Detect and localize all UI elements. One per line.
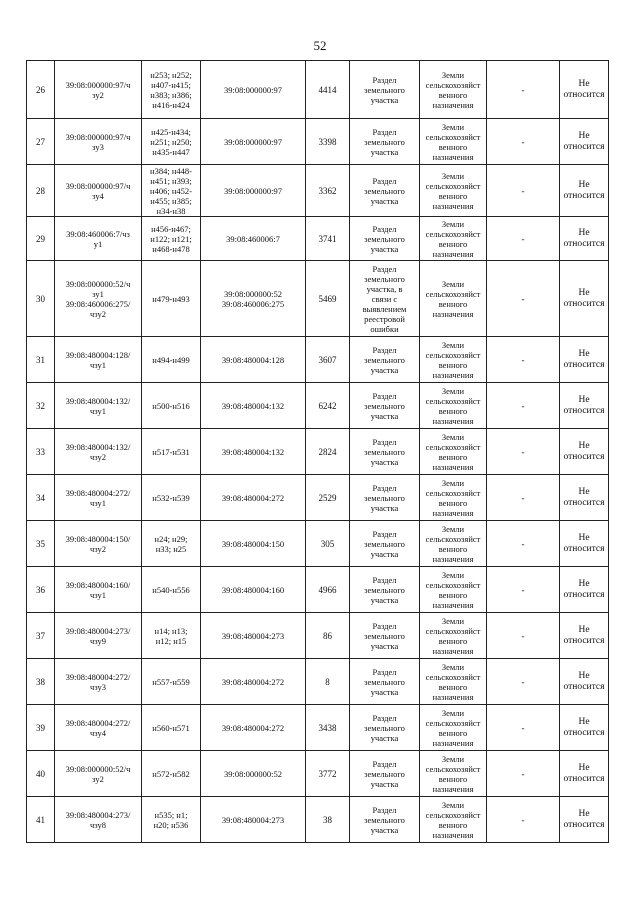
- cadastral-number-cell: 39:08:000000:97: [201, 119, 306, 165]
- cadastral-number-cell: 39:08:480004:273: [201, 613, 306, 659]
- table-row: [27, 165, 609, 217]
- area-value-cell: 3398: [306, 119, 350, 165]
- land-category-cell: Земли сельскохозяйст венного назначения: [420, 659, 487, 705]
- empty-mark-cell: -: [487, 61, 560, 119]
- table-row: [27, 521, 609, 567]
- empty-mark-cell: -: [487, 751, 560, 797]
- table-row: [27, 797, 609, 843]
- table-row: [27, 61, 609, 119]
- land-category-cell: Земли сельскохозяйст венного назначения: [420, 567, 487, 613]
- cadastral-number-cell: 39:08:000000:97: [201, 165, 306, 217]
- page-number: 52: [313, 38, 327, 53]
- table-row: [27, 383, 609, 429]
- area-value-cell: 4966: [306, 567, 350, 613]
- plot-designation-cell: 39:08:480004:128/ чзу1: [55, 337, 142, 383]
- plot-designation-cell: 39:08:460006:7/чз у1: [55, 217, 142, 261]
- area-value-cell: 86: [306, 613, 350, 659]
- area-value-cell: 2824: [306, 429, 350, 475]
- empty-mark-cell: -: [487, 567, 560, 613]
- area-value-cell: 5469: [306, 261, 350, 337]
- plot-designation-cell: 39:08:480004:272/ чзу4: [55, 705, 142, 751]
- row-number-cell: 33: [27, 429, 55, 475]
- table-row: [27, 337, 609, 383]
- row-number-cell: 27: [27, 119, 55, 165]
- formation-method-cell: Раздел земельного участка: [350, 659, 420, 705]
- table-row: [27, 659, 609, 705]
- cadastral-number-cell: 39:08:460006:7: [201, 217, 306, 261]
- area-value-cell: 3772: [306, 751, 350, 797]
- empty-mark-cell: -: [487, 429, 560, 475]
- cadastral-number-cell: 39:08:480004:272: [201, 475, 306, 521]
- area-value-cell: 3741: [306, 217, 350, 261]
- boundary-points-cell: н572-н582: [142, 751, 201, 797]
- status-value-cell: Не относится: [560, 567, 609, 613]
- cadastral-number-cell: 39:08:000000:52 39:08:460006:275: [201, 261, 306, 337]
- row-number-cell: 40: [27, 751, 55, 797]
- plot-designation-cell: 39:08:480004:272/ чзу3: [55, 659, 142, 705]
- land-category-cell: Земли сельскохозяйст венного назначения: [420, 165, 487, 217]
- row-number-cell: 39: [27, 705, 55, 751]
- area-value-cell: 6242: [306, 383, 350, 429]
- area-value-cell: 2529: [306, 475, 350, 521]
- plot-designation-cell: 39:08:480004:132/ чзу1: [55, 383, 142, 429]
- status-value-cell: Не относится: [560, 659, 609, 705]
- row-number-cell: 34: [27, 475, 55, 521]
- formation-method-cell: Раздел земельного участка: [350, 217, 420, 261]
- plot-designation-cell: 39:08:000000:97/ч зу3: [55, 119, 142, 165]
- formation-method-cell: Раздел земельного участка: [350, 705, 420, 751]
- area-value-cell: 4414: [306, 61, 350, 119]
- boundary-points-cell: н560-н571: [142, 705, 201, 751]
- land-category-cell: Земли сельскохозяйст венного назначения: [420, 261, 487, 337]
- row-number-cell: 29: [27, 217, 55, 261]
- status-value-cell: Не относится: [560, 61, 609, 119]
- empty-mark-cell: -: [487, 521, 560, 567]
- row-number-cell: 38: [27, 659, 55, 705]
- status-value-cell: Не относится: [560, 613, 609, 659]
- area-value-cell: 305: [306, 521, 350, 567]
- boundary-points-cell: н24; н29; н33; н25: [142, 521, 201, 567]
- land-category-cell: Земли сельскохозяйст венного назначения: [420, 337, 487, 383]
- empty-mark-cell: -: [487, 705, 560, 751]
- area-value-cell: 38: [306, 797, 350, 843]
- formation-method-cell: Раздел земельного участка: [350, 567, 420, 613]
- empty-mark-cell: -: [487, 797, 560, 843]
- cadastral-number-cell: 39:08:480004:128: [201, 337, 306, 383]
- cadastral-number-cell: 39:08:480004:272: [201, 659, 306, 705]
- cadastral-number-cell: 39:08:000000:97: [201, 61, 306, 119]
- plot-designation-cell: 39:08:000000:52/ч зу1 39:08:460006:275/ чзу2: [55, 261, 142, 337]
- status-value-cell: Не относится: [560, 429, 609, 475]
- row-number-cell: 35: [27, 521, 55, 567]
- status-value-cell: Не относится: [560, 797, 609, 843]
- status-value-cell: Не относится: [560, 521, 609, 567]
- boundary-points-cell: н253; н252; н407-н415; н383; н386; н416-н424: [142, 61, 201, 119]
- boundary-points-cell: н517-н531: [142, 429, 201, 475]
- empty-mark-cell: -: [487, 475, 560, 521]
- boundary-points-cell: н456-н467; н122; н121; н468-н478: [142, 217, 201, 261]
- status-value-cell: Не относится: [560, 217, 609, 261]
- boundary-points-cell: н535; н1; н20; н536: [142, 797, 201, 843]
- boundary-points-cell: н479-н493: [142, 261, 201, 337]
- cadastral-number-cell: 39:08:480004:273: [201, 797, 306, 843]
- formation-method-cell: Раздел земельного участка: [350, 475, 420, 521]
- formation-method-cell: Раздел земельного участка: [350, 797, 420, 843]
- boundary-points-cell: н532-н539: [142, 475, 201, 521]
- plot-designation-cell: 39:08:480004:150/ чзу2: [55, 521, 142, 567]
- row-number-cell: 28: [27, 165, 55, 217]
- formation-method-cell: Раздел земельного участка, в связи с выявлением реестровой ошибки: [350, 261, 420, 337]
- land-category-cell: Земли сельскохозяйст венного назначения: [420, 797, 487, 843]
- row-number-cell: 30: [27, 261, 55, 337]
- area-value-cell: 3362: [306, 165, 350, 217]
- land-category-cell: Земли сельскохозяйст венного назначения: [420, 475, 487, 521]
- land-category-cell: Земли сельскохозяйст венного назначения: [420, 429, 487, 475]
- empty-mark-cell: -: [487, 261, 560, 337]
- table-row: [27, 217, 609, 261]
- cadastral-number-cell: 39:08:480004:132: [201, 383, 306, 429]
- cadastral-number-cell: 39:08:480004:272: [201, 705, 306, 751]
- formation-method-cell: Раздел земельного участка: [350, 383, 420, 429]
- formation-method-cell: Раздел земельного участка: [350, 429, 420, 475]
- plot-designation-cell: 39:08:000000:52/ч зу2: [55, 751, 142, 797]
- land-category-cell: Земли сельскохозяйст венного назначения: [420, 119, 487, 165]
- boundary-points-cell: н540-н556: [142, 567, 201, 613]
- area-value-cell: 8: [306, 659, 350, 705]
- table-row: [27, 429, 609, 475]
- row-number-cell: 36: [27, 567, 55, 613]
- row-number-cell: 37: [27, 613, 55, 659]
- empty-mark-cell: -: [487, 613, 560, 659]
- status-value-cell: Не относится: [560, 751, 609, 797]
- boundary-points-cell: н14; н13; н12; н15: [142, 613, 201, 659]
- land-category-cell: Земли сельскохозяйст венного назначения: [420, 751, 487, 797]
- row-number-cell: 32: [27, 383, 55, 429]
- land-category-cell: Земли сельскохозяйст венного назначения: [420, 383, 487, 429]
- cadastral-number-cell: 39:08:480004:160: [201, 567, 306, 613]
- plot-designation-cell: 39:08:480004:273/ чзу8: [55, 797, 142, 843]
- status-value-cell: Не относится: [560, 383, 609, 429]
- plot-designation-cell: 39:08:000000:97/ч зу4: [55, 165, 142, 217]
- land-category-cell: Земли сельскохозяйст венного назначения: [420, 705, 487, 751]
- status-value-cell: Не относится: [560, 705, 609, 751]
- formation-method-cell: Раздел земельного участка: [350, 165, 420, 217]
- empty-mark-cell: -: [487, 165, 560, 217]
- empty-mark-cell: -: [487, 659, 560, 705]
- plot-designation-cell: 39:08:000000:97/ч зу2: [55, 61, 142, 119]
- land-plots-table: [26, 60, 609, 843]
- boundary-points-cell: н384; н448- н451; н393; н406; н452- н455; н385; н34-н38: [142, 165, 201, 217]
- land-category-cell: Земли сельскохозяйст венного назначения: [420, 521, 487, 567]
- empty-mark-cell: -: [487, 337, 560, 383]
- formation-method-cell: Раздел земельного участка: [350, 119, 420, 165]
- cadastral-number-cell: 39:08:480004:150: [201, 521, 306, 567]
- formation-method-cell: Раздел земельного участка: [350, 337, 420, 383]
- boundary-points-cell: н494-н499: [142, 337, 201, 383]
- table-row: [27, 751, 609, 797]
- table-row: [27, 613, 609, 659]
- boundary-points-cell: н425-н434; н251; н250; н435-н447: [142, 119, 201, 165]
- plot-designation-cell: 39:08:480004:160/ чзу1: [55, 567, 142, 613]
- area-value-cell: 3438: [306, 705, 350, 751]
- table-row: [27, 705, 609, 751]
- table-row: [27, 261, 609, 337]
- plot-designation-cell: 39:08:480004:272/ чзу1: [55, 475, 142, 521]
- formation-method-cell: Раздел земельного участка: [350, 521, 420, 567]
- plot-designation-cell: 39:08:480004:132/ чзу2: [55, 429, 142, 475]
- area-value-cell: 3607: [306, 337, 350, 383]
- land-category-cell: Земли сельскохозяйст венного назначения: [420, 217, 487, 261]
- empty-mark-cell: -: [487, 383, 560, 429]
- status-value-cell: Не относится: [560, 337, 609, 383]
- land-category-cell: Земли сельскохозяйст венного назначения: [420, 61, 487, 119]
- row-number-cell: 31: [27, 337, 55, 383]
- formation-method-cell: Раздел земельного участка: [350, 613, 420, 659]
- row-number-cell: 26: [27, 61, 55, 119]
- table-row: [27, 567, 609, 613]
- cadastral-number-cell: 39:08:000000:52: [201, 751, 306, 797]
- empty-mark-cell: -: [487, 119, 560, 165]
- table-row: [27, 119, 609, 165]
- land-category-cell: Земли сельскохозяйст венного назначения: [420, 613, 487, 659]
- plot-designation-cell: 39:08:480004:273/ чзу9: [55, 613, 142, 659]
- formation-method-cell: Раздел земельного участка: [350, 751, 420, 797]
- row-number-cell: 41: [27, 797, 55, 843]
- cadastral-number-cell: 39:08:480004:132: [201, 429, 306, 475]
- empty-mark-cell: -: [487, 217, 560, 261]
- status-value-cell: Не относится: [560, 261, 609, 337]
- table-row: [27, 475, 609, 521]
- formation-method-cell: Раздел земельного участка: [350, 61, 420, 119]
- status-value-cell: Не относится: [560, 475, 609, 521]
- status-value-cell: Не относится: [560, 165, 609, 217]
- status-value-cell: Не относится: [560, 119, 609, 165]
- boundary-points-cell: н557-н559: [142, 659, 201, 705]
- boundary-points-cell: н500-н516: [142, 383, 201, 429]
